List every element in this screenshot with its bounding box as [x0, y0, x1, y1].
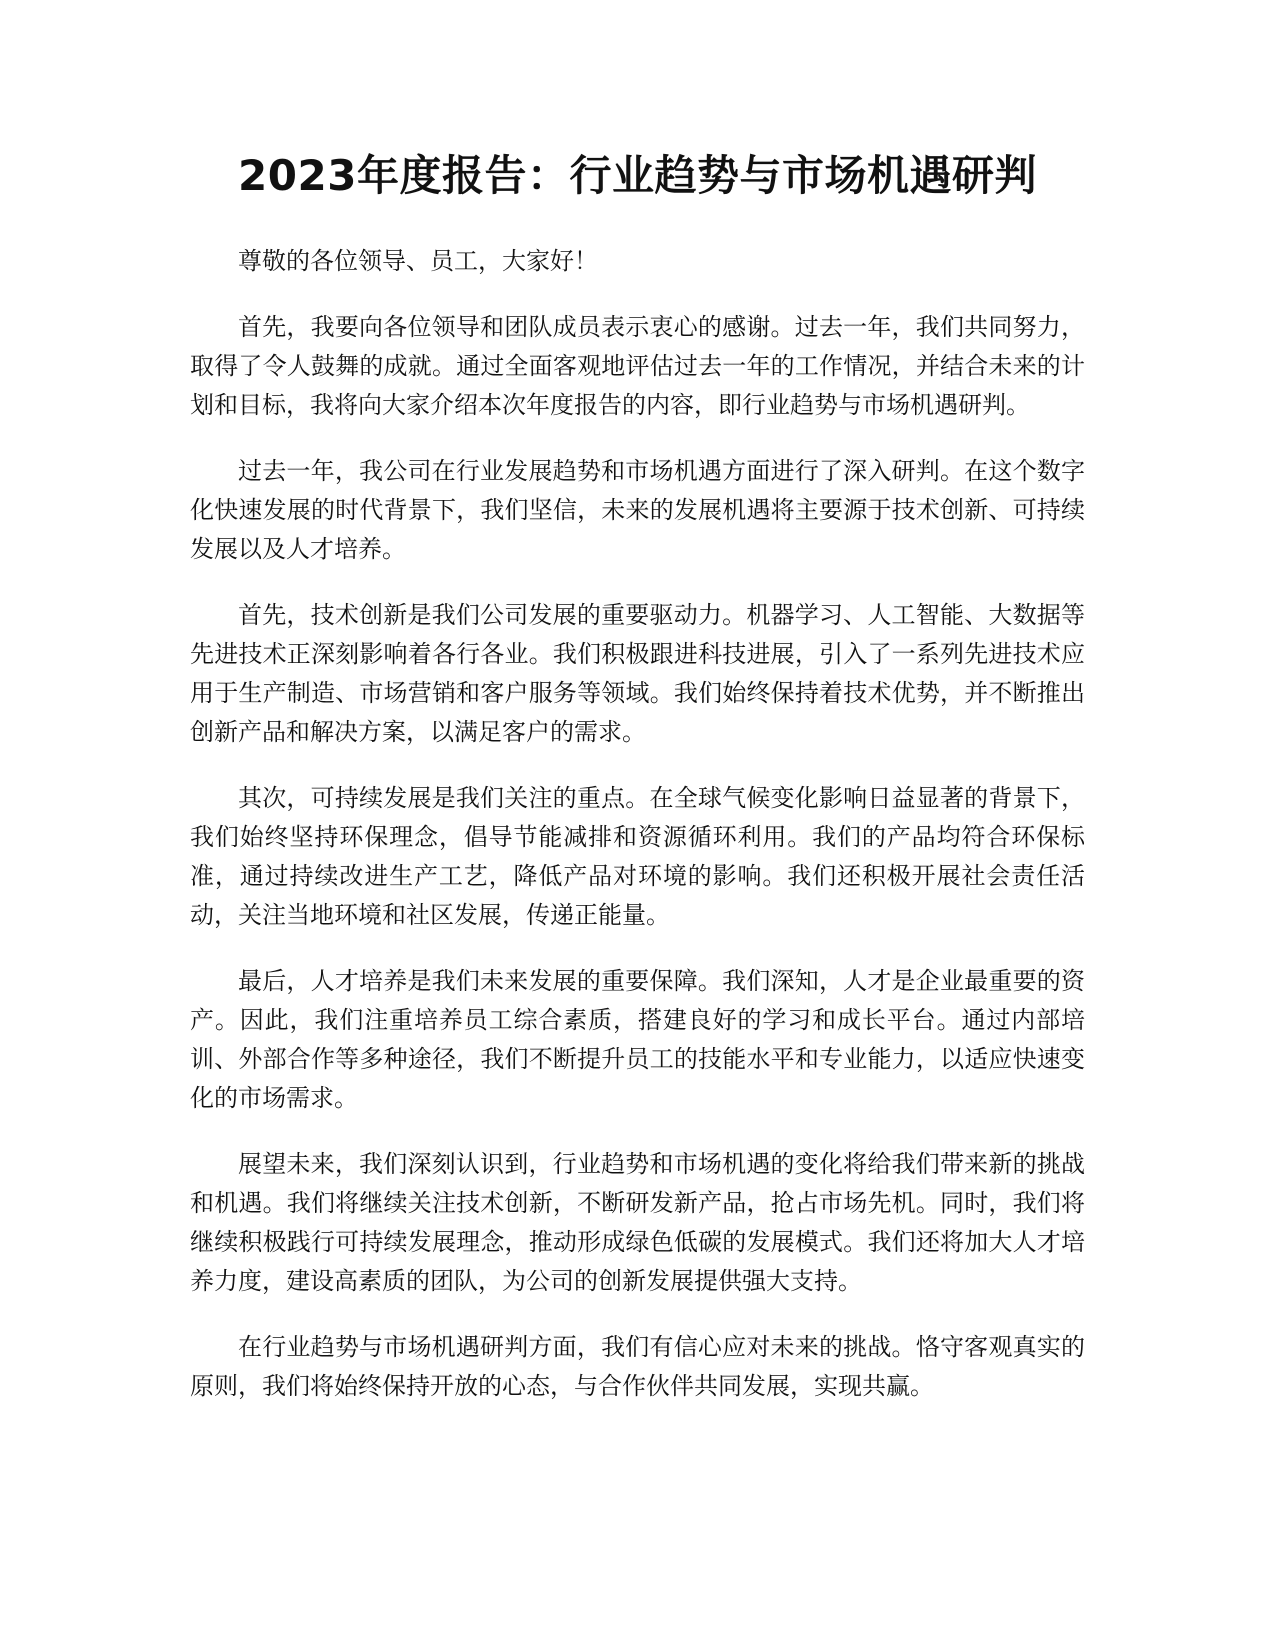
- paragraph-conclusion: 在行业趋势与市场机遇研判方面，我们有信心应对未来的挑战。恪守客观真实的原则，我们将始终保持开放的心态，与合作伙伴共同发展，实现共赢。: [190, 1333, 1085, 1400]
- paragraph-sustainability: 其次，可持续发展是我们关注的重点。在全球气候变化影响日益显著的背景下，我们始终坚持环保理念，倡导节能减排和资源循环利用。我们的产品均符合环保标准，通过持续改进生产工艺，降低产品对环境的影响。我们还积极开展社会责任活动，关注当地环境和社区发展，传递正能量。: [190, 784, 1085, 929]
- paragraph-greeting: 尊敬的各位领导、员工，大家好！: [238, 247, 598, 275]
- paragraph-technology-innovation: 首先，技术创新是我们公司发展的重要驱动力。机器学习、人工智能、大数据等先进技术正深刻影响着各行各业。我们积极跟进科技进展，引入了一系列先进技术应用于生产制造、市场营销和客户服务等领域。我们始终保持着技术优势，并不断推出创新产品和解决方案，以满足客户的需求。: [190, 601, 1085, 746]
- paragraph-introduction: 首先，我要向各位领导和团队成员表示衷心的感谢。过去一年，我们共同努力，取得了令人鼓舞的成就。通过全面客观地评估过去一年的工作情况，并结合未来的计划和目标，我将向大家介绍本次年度报告的内容，即行业趋势与市场机遇研判。: [190, 313, 1085, 419]
- paragraph-overview: 过去一年，我公司在行业发展趋势和市场机遇方面进行了深入研判。在这个数字化快速发展的时代背景下，我们坚信，未来的发展机遇将主要源于技术创新、可持续发展以及人才培养。: [190, 457, 1085, 563]
- paragraph-outlook: 展望未来，我们深刻认识到，行业趋势和市场机遇的变化将给我们带来新的挑战和机遇。我们将继续关注技术创新，不断研发新产品，抢占市场先机。同时，我们将继续积极践行可持续发展理念，推动形成绿色低碳的发展模式。我们还将加大人才培养力度，建设高素质的团队，为公司的创新发展提供强大支持。: [190, 1150, 1085, 1295]
- document-title: 2023年度报告：行业趋势与市场机遇研判: [238, 151, 1037, 200]
- paragraph-talent-development: 最后，人才培养是我们未来发展的重要保障。我们深知，人才是企业最重要的资产。因此，我们注重培养员工综合素质，搭建良好的学习和成长平台。通过内部培训、外部合作等多种途径，我们不断提升员工的技能水平和专业能力，以适应快速变化的市场需求。: [190, 967, 1085, 1112]
